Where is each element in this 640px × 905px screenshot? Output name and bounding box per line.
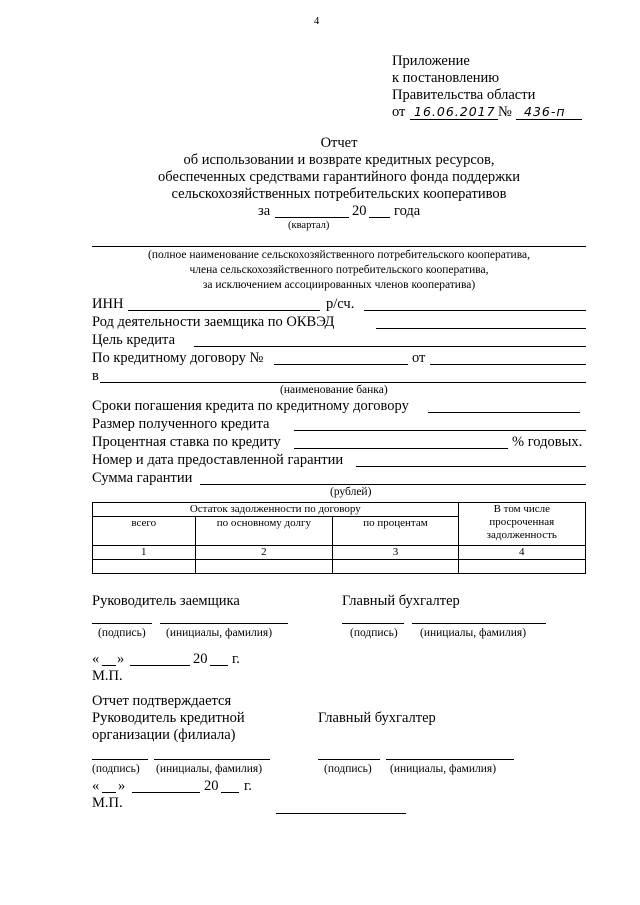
title-line3: обеспеченных средствами гарантийного фонда поддержки (158, 169, 520, 185)
group-header: Остаток задолженности по договору (93, 503, 459, 517)
accountant2-name-line[interactable] (386, 759, 514, 760)
num-3: 3 (333, 546, 458, 560)
end-divider (276, 813, 406, 814)
quarter-blank[interactable] (275, 217, 349, 218)
date-quote-open: « (92, 651, 100, 667)
appendix-date: 16.06.2017 (414, 104, 496, 119)
day-field[interactable] (102, 665, 116, 666)
year-blank[interactable] (369, 217, 390, 218)
year2-field[interactable] (221, 792, 239, 793)
page-number: 4 (314, 16, 320, 27)
cell-interest[interactable] (333, 560, 458, 574)
inn-label: ИНН (92, 296, 124, 312)
appendix-line3: Правительства области (392, 87, 536, 103)
accountant-initials-caption: (инициалы, фамилия) (420, 627, 527, 639)
stamp2-label: М.П. (92, 795, 123, 811)
debt-table (92, 502, 586, 574)
inn-field[interactable] (128, 310, 320, 311)
contract-label: По кредитному договору № (92, 350, 264, 366)
coop-caption-line1: (полное наименование сельскохозяйственного потребительского кооператива, (148, 249, 530, 261)
num-1: 1 (93, 546, 196, 560)
confirmed-label: Отчет подтверждается (92, 693, 232, 709)
terms-field[interactable] (428, 412, 580, 413)
guarantee-sum-label: Сумма гарантии (92, 470, 193, 486)
date-underline (410, 119, 498, 120)
accountant-sign-caption: (подпись) (350, 627, 398, 639)
col-principal: по основному долгу (195, 517, 333, 546)
borrower-sign-line[interactable] (92, 623, 152, 624)
credit-sign-caption: (подпись) (92, 763, 140, 775)
date2-quote-open: « (92, 778, 100, 794)
rate-field[interactable] (294, 448, 508, 449)
year2-suffix: г. (244, 778, 252, 794)
num-2: 2 (195, 546, 333, 560)
col-overdue: В том числе просроченная задолженность (458, 503, 585, 546)
borrower-sign-caption: (подпись) (98, 627, 146, 639)
appendix-line1: Приложение (392, 53, 470, 69)
coop-caption-line2: члена сельскохозяйственного потребительского кооператива, (189, 264, 489, 276)
number-underline (516, 119, 582, 120)
rate-suffix: % годовых. (512, 434, 583, 450)
day2-field[interactable] (102, 792, 116, 793)
purpose-label: Цель кредита (92, 332, 176, 348)
borrower-name-line[interactable] (160, 623, 288, 624)
amount-label: Размер полученного кредита (92, 416, 270, 432)
title-line4: сельскохозяйственных потребительских кооперативов (171, 186, 507, 202)
cell-total[interactable] (93, 560, 196, 574)
accountant2-initials-caption: (инициалы, фамилия) (390, 763, 497, 775)
col-interest: по процентам (333, 517, 458, 546)
credit-name-line[interactable] (154, 759, 270, 760)
cell-overdue[interactable] (458, 560, 585, 574)
coop-name-line[interactable] (92, 246, 586, 247)
credit-initials-caption: (инициалы, фамилия) (156, 763, 263, 775)
okved-label: Род деятельности заемщика по ОКВЭД (92, 314, 335, 330)
quarter-caption: (квартал) (288, 220, 330, 231)
borrower-initials-caption: (инициалы, фамилия) (166, 627, 273, 639)
contract-date-field[interactable] (430, 364, 586, 365)
col-total: всего (93, 517, 196, 546)
amount-field[interactable] (294, 430, 586, 431)
guarantee-label: Номер и дата предоставленной гарантии (92, 452, 344, 468)
rate-label: Процентная ставка по кредиту (92, 434, 281, 450)
purpose-field[interactable] (194, 346, 586, 347)
credit-head-line1: Руководитель кредитной (92, 710, 245, 726)
bank-field[interactable] (100, 382, 586, 383)
contract-number-field[interactable] (274, 364, 408, 365)
guarantee-field[interactable] (356, 466, 586, 467)
appendix-number: 436-п (524, 104, 566, 119)
bank-caption: (наименование банка) (280, 384, 388, 396)
okved-field[interactable] (376, 328, 586, 329)
accountant2-sign-line[interactable] (318, 759, 380, 760)
credit-sign-line[interactable] (92, 759, 148, 760)
year-suffix: г. (232, 651, 240, 667)
year2-prefix: 20 (204, 778, 219, 794)
title-line2: об использовании и возврате кредитных ресурсов, (183, 152, 495, 168)
account-label: р/сч. (326, 296, 355, 312)
period-year: 20 (352, 203, 367, 219)
stamp-label: М.П. (92, 668, 123, 684)
appendix-line2: к постановлению (392, 70, 500, 86)
account-field[interactable] (364, 310, 586, 311)
date-quote-close: » (117, 651, 125, 667)
period-suffix: года (394, 203, 421, 219)
report-title: Отчет (320, 135, 358, 151)
bank-in-label: в (92, 368, 99, 384)
coop-caption-line3: за исключением ассоциированных членов кооператива) (202, 279, 476, 291)
chief-accountant-label: Главный бухгалтер (342, 593, 460, 609)
cell-principal[interactable] (195, 560, 333, 574)
accountant-name-line[interactable] (412, 623, 546, 624)
num-4: 4 (458, 546, 585, 560)
terms-label: Сроки погашения кредита по кредитному договору (92, 398, 409, 414)
chief-accountant2-label: Главный бухгалтер (318, 710, 436, 726)
contract-from-label: от (412, 350, 426, 366)
accountant-sign-line[interactable] (342, 623, 404, 624)
month-field[interactable] (130, 665, 190, 666)
credit-head-line2: организации (филиала) (92, 727, 236, 743)
accountant2-sign-caption: (подпись) (324, 763, 372, 775)
appendix-date-prefix: от (392, 104, 406, 120)
date2-quote-close: » (118, 778, 126, 794)
rubles-caption: (рублей) (330, 486, 372, 498)
month2-field[interactable] (132, 792, 200, 793)
guarantee-sum-field[interactable] (200, 484, 586, 485)
year-field[interactable] (210, 665, 228, 666)
number-sign: № (498, 104, 512, 120)
year-prefix: 20 (193, 651, 208, 667)
period-prefix: за (258, 203, 271, 219)
borrower-head-label: Руководитель заемщика (92, 593, 240, 609)
